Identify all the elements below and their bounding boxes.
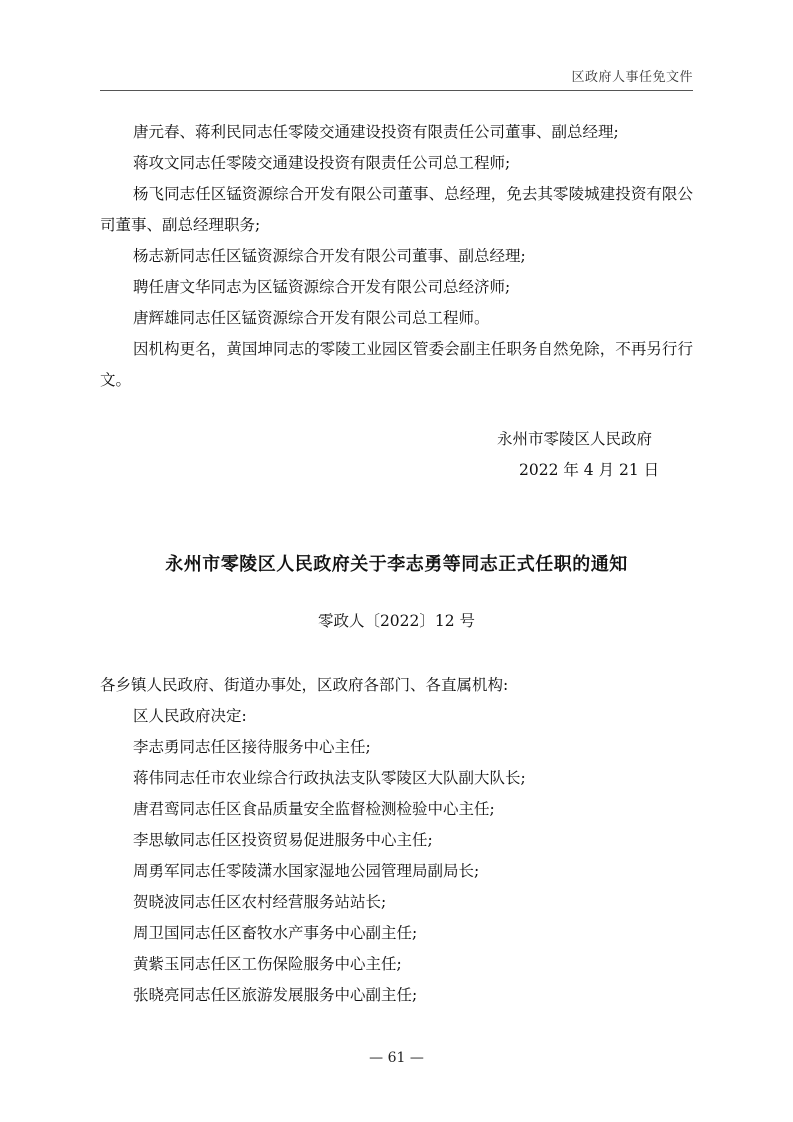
running-header: 区政府人事任免文件 xyxy=(571,70,693,85)
decision-intro: 区人民政府决定: xyxy=(133,707,247,725)
paragraph: 因机构更名，黄国坤同志的零陵工业园区管委会副主任职务自然免除，不再另行行文。 xyxy=(100,340,693,389)
appointment-item: 李志勇同志任区接待服务中心主任; xyxy=(133,738,371,756)
paragraph: 唐辉雄同志任区锰资源综合开发有限公司总工程师。 xyxy=(133,309,490,327)
paragraph: 杨志新同志任区锰资源综合开发有限公司董事、副总经理; xyxy=(133,247,526,265)
notice-title: 永州市零陵区人民政府关于李志勇等同志正式任职的通知 xyxy=(165,554,628,575)
appointment-item: 蒋伟同志任市农业综合行政执法支队零陵区大队副大队长; xyxy=(133,769,526,787)
header-divider xyxy=(100,90,693,91)
document-number: 零政人〔2022〕12 号 xyxy=(317,612,476,630)
appointment-item: 周卫国同志任区畜牧水产事务中心副主任; xyxy=(133,924,418,942)
issue-date: 2022 年 4 月 21 日 xyxy=(519,461,660,479)
issuer-signature: 永州市零陵区人民政府 xyxy=(497,430,653,448)
appointment-item: 贺晓波同志任区农村经营服务站站长; xyxy=(133,893,387,911)
paragraph: 唐元春、蒋利民同志任零陵交通建设投资有限责任公司董事、副总经理; xyxy=(133,123,619,141)
page-number: — 61 — xyxy=(369,1050,424,1066)
appointment-item: 周勇军同志任零陵潇水国家湿地公园管理局副局长; xyxy=(133,862,480,880)
notice-body xyxy=(100,670,693,1011)
appointment-item: 唐君鸾同志任区食品质量安全监督检测检验中心主任; xyxy=(133,800,495,818)
paragraph: 聘任唐文华同志为区锰资源综合开发有限公司总经济师; xyxy=(133,278,511,296)
appointment-item: 李思敏同志任区投资贸易促进服务中心主任; xyxy=(133,831,433,849)
appointment-item: 张晓亮同志任区旅游发展服务中心副主任; xyxy=(133,986,418,1004)
previous-notice-body xyxy=(100,117,693,396)
appointment-item: 黄紫玉同志任区工伤保险服务中心主任; xyxy=(133,955,402,973)
paragraph: 杨飞同志任区锰资源综合开发有限公司董事、总经理，免去其零陵城建投资有限公司董事、副总经理职务; xyxy=(100,185,693,234)
paragraph: 蒋攻文同志任零陵交通建设投资有限责任公司总工程师; xyxy=(133,154,511,172)
addressee: 各乡镇人民政府、街道办事处，区政府各部门、各直属机构: xyxy=(100,676,509,694)
